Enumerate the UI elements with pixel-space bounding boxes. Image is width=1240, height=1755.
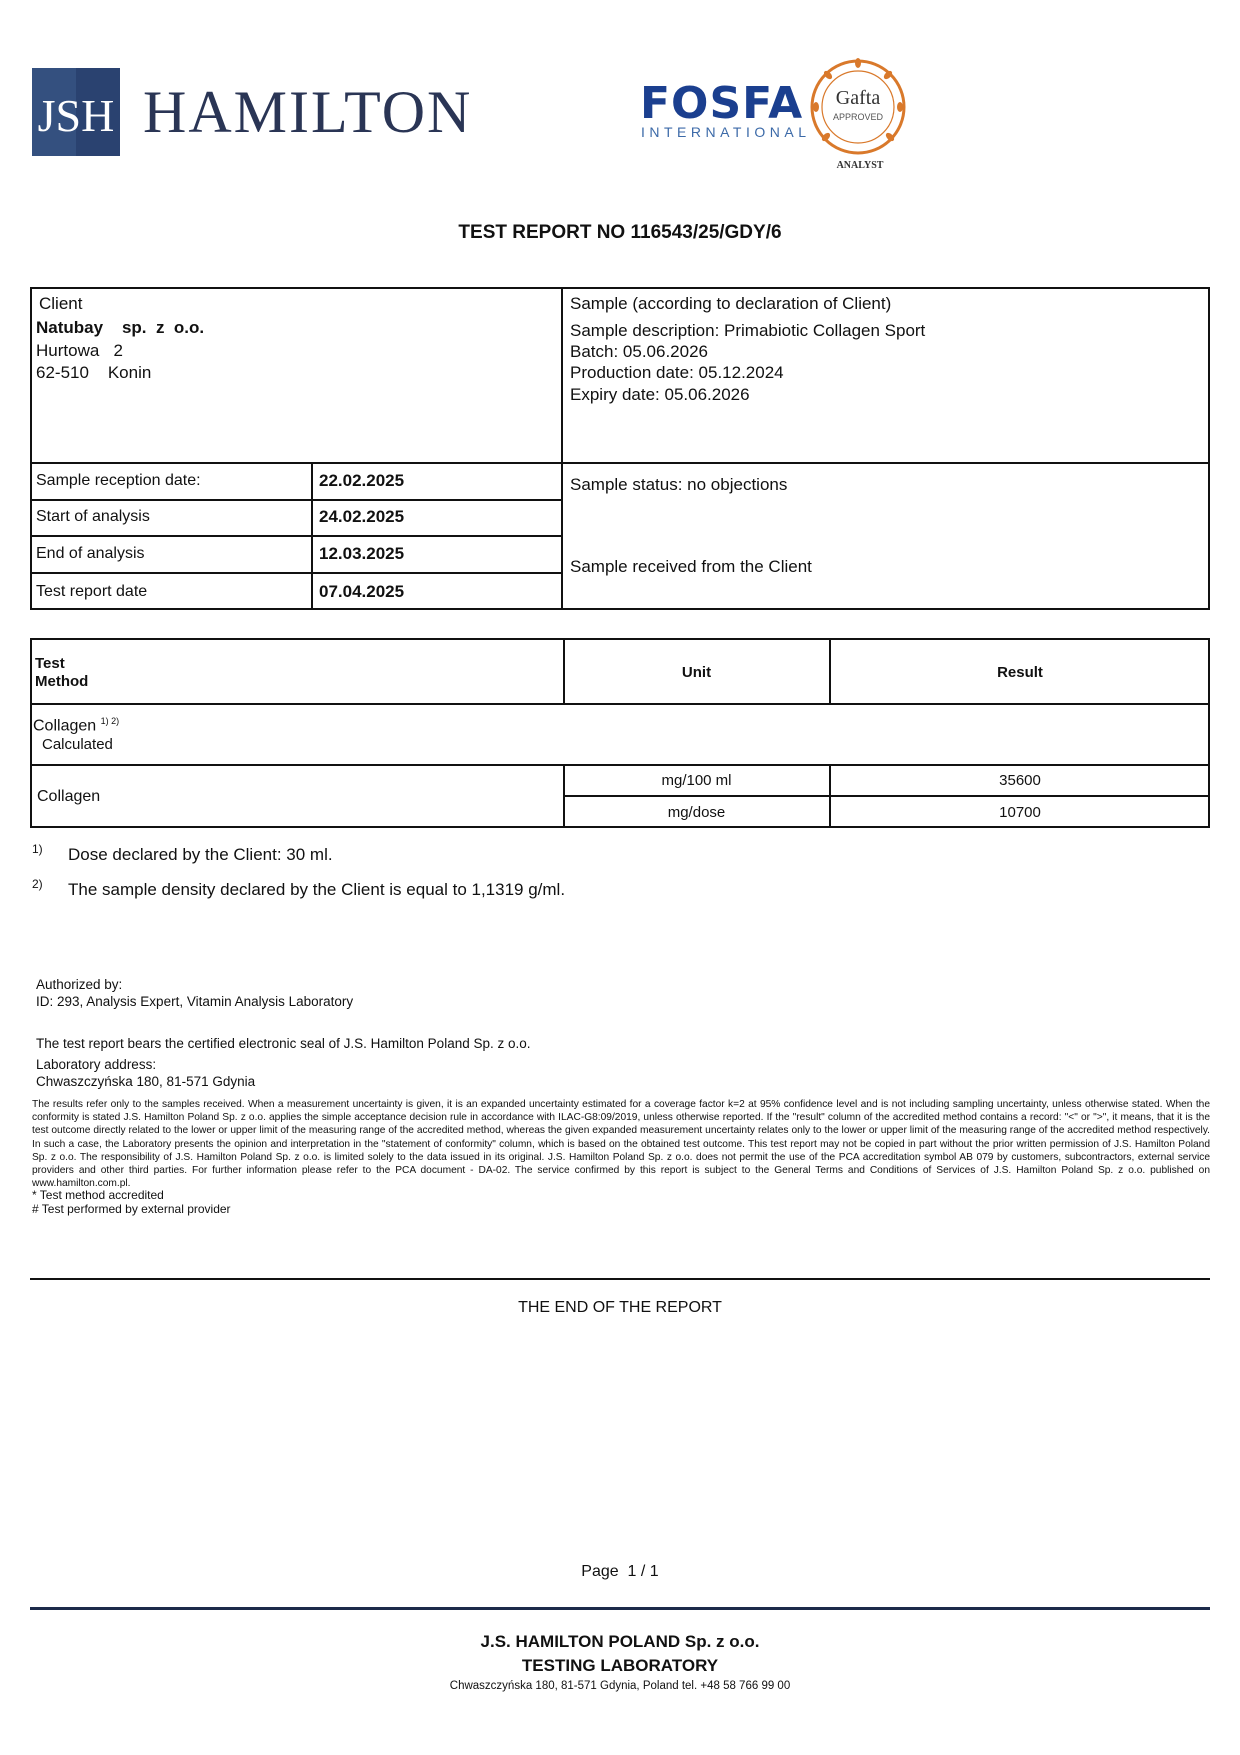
client-city: 62-510 Konin (36, 363, 152, 382)
results-group-divider (30, 764, 1210, 766)
client-name: Natubay sp. z o.o. (36, 318, 205, 337)
col-header-method: Method (35, 673, 89, 690)
sample-batch: Batch: 05.06.2026 (570, 342, 709, 361)
sample-status: Sample status: no objections (570, 475, 788, 494)
date-value: 22.02.2025 (319, 471, 405, 490)
result-value: 35600 (999, 772, 1041, 789)
col-header-result: Result (997, 664, 1043, 681)
report-title: TEST REPORT NO 116543/25/GDY/6 (458, 222, 782, 243)
footer-company: J.S. HAMILTON POLAND Sp. z o.o. (480, 1632, 760, 1651)
page-number: Page 1 / 1 (581, 1563, 659, 1580)
footnote-text: Dose declared by the Client: 30 ml. (68, 845, 333, 864)
jsh-monogram-text: JSH (37, 90, 115, 141)
authorized-person: ID: 293, Analysis Expert, Vitamin Analysis Laboratory (36, 994, 354, 1009)
result-value: 10700 (999, 804, 1041, 821)
gafta-analyst-label: ANALYST (836, 160, 884, 171)
dates-row-divider (30, 499, 562, 501)
end-of-report: THE END OF THE REPORT (518, 1299, 722, 1316)
gafta-approved-seal-icon (808, 57, 908, 157)
sample-received: Sample received from the Client (570, 557, 812, 576)
col-header-test: Test (35, 655, 65, 672)
test-group-label: Collagen (33, 717, 97, 735)
footer-lab: TESTING LABORATORY (521, 1656, 719, 1675)
results-header-divider (30, 703, 1210, 705)
footer-address: Chwaszczyńska 180, 81-571 Gdynia, Poland tel. +48 58 766 99 00 (449, 1680, 791, 1692)
dates-row-divider (30, 535, 562, 537)
info-box-divider (561, 287, 563, 610)
test-group-name (33, 716, 119, 735)
dates-row-divider (30, 572, 562, 574)
result-unit: mg/dose (667, 804, 726, 821)
fosfa-logo-subtitle: INTERNATIONAL (641, 124, 811, 140)
date-value: 07.04.2025 (319, 582, 405, 601)
sample-production-date: Production date: 05.12.2024 (570, 363, 784, 382)
legend-external: # Test performed by external provider (32, 1202, 231, 1216)
test-group-footnote-ref: 1) 2) (100, 716, 120, 726)
client-street: Hurtowa 2 (36, 341, 123, 360)
gafta-approved-text: APPROVED (832, 112, 884, 122)
electronic-seal-note: The test report bears the certified electronic seal of J.S. Hamilton Poland Sp. z o.o. (36, 1036, 531, 1051)
date-label: Start of analysis (36, 508, 150, 525)
lab-address-label: Laboratory address: (36, 1057, 157, 1072)
date-label: Test report date (36, 583, 148, 600)
date-value: 12.03.2025 (319, 544, 405, 563)
fosfa-logo-text: FOSFA (640, 78, 804, 129)
date-label: End of analysis (36, 545, 145, 562)
footer-divider (30, 1607, 1210, 1610)
sample-description: Sample description: Primabiotic Collagen Sport (570, 321, 926, 340)
sample-heading: Sample (according to declaration of Client) (570, 294, 892, 313)
result-unit: mg/100 ml (661, 772, 732, 789)
company-name: HAMILTON (143, 79, 473, 145)
sample-expiry-date: Expiry date: 05.06.2026 (570, 385, 750, 404)
date-label: Sample reception date: (36, 472, 201, 489)
jsh-monogram-icon (32, 68, 120, 156)
end-divider (30, 1278, 1210, 1280)
authorized-label: Authorized by: (36, 977, 123, 992)
info-box-row-divider (30, 462, 1210, 464)
col-header-unit: Unit (681, 664, 712, 681)
client-heading: Client (39, 294, 83, 313)
legend-accredited: * Test method accredited (32, 1188, 164, 1202)
results-row-divider (563, 795, 1210, 797)
gafta-logo-text: Gafta (835, 87, 881, 109)
test-row-name: Collagen (37, 788, 101, 805)
date-value: 24.02.2025 (319, 507, 405, 526)
jsh-logo (32, 68, 120, 156)
test-group-method: Calculated (42, 736, 113, 753)
lab-address: Chwaszczyńska 180, 81-571 Gdynia (36, 1074, 256, 1089)
footnote-number: 2) (32, 877, 43, 891)
footnote-text: The sample density declared by the Client is equal to 1,1319 g/ml. (68, 880, 566, 899)
legal-disclaimer: The results refer only to the samples received. When a measurement uncertainty is given, it is an expanded uncertainty estimated for a coverage factor k=2 at 95% confidence level and is not including sampling uncertainty, unless otherwise stated. When the conformity is stated J.S. Hamilton Poland Sp. z o.o. applies the simple acceptance decision rule in accordance with ILAC-G8:09/2019, unless otherwise reported. If the "result" column of the accredited method contains a record: "<" or ">", it means, that it is the test outcome directly related to the lower or upper limit of the measuring range of the accredited method, whereas the given expanded measurement uncertainty relates only to the lower or upper limit of the measuring range of the accredited method respectively. In such a case, the Laboratory presents the opinion and interpretation in the "statement of conformity" column, which is based on the obtained test outcome. This test report may not be copied in part without the prior written permission of J.S. Hamilton Poland Sp. z o.o. The responsibility of J.S. Hamilton Poland Sp. z o.o. is limited solely to the data issued in its original. J.S. Hamilton Poland Sp. z o.o. does not permit the use of the PCA accreditation symbol AB 079 by customers, subcontractors, external service providers and other third parties. For further information please refer to the PCA document - DA-02. The service confirmed by this report is subject to the General Terms and Conditions of Services of J.S. Hamilton Poland Sp. z o.o. published on www.hamilton.com.pl. (32, 1099, 1210, 1190)
footnote-number: 1) (32, 842, 43, 856)
